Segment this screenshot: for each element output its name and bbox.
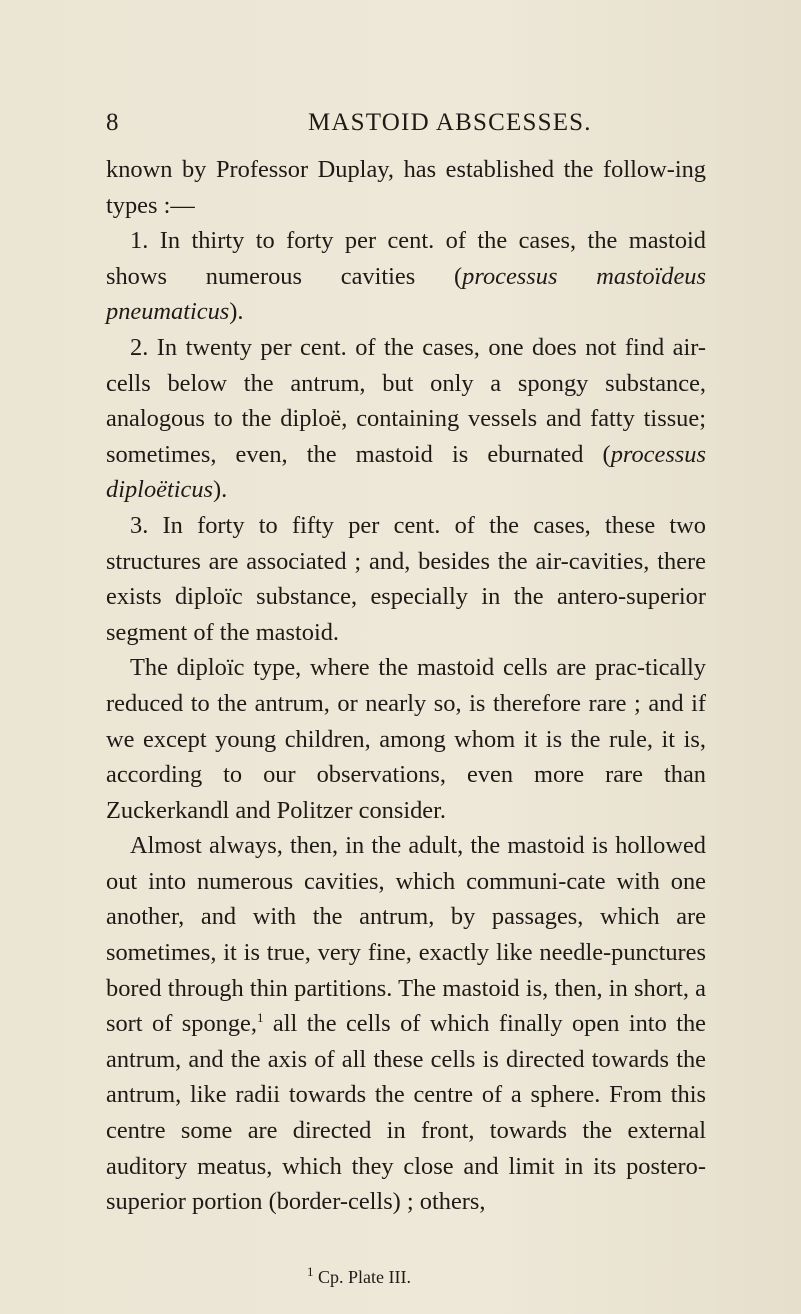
paragraph-text: ). — [229, 298, 244, 326]
latin-term: processus mastoïdeus pneumaticus — [106, 262, 706, 326]
running-head — [106, 103, 706, 143]
footnote-text: Cp. Plate III. — [313, 1267, 411, 1287]
footnote-marker: 1 — [307, 1264, 314, 1279]
paragraph-adult-mastoid — [106, 828, 706, 1220]
paragraph-type-2 — [106, 330, 706, 508]
paragraph-text: 3. In forty to fifty per cent. of the cases, these two structures are associated ; and, besides the air-cavities, there exists diploïc substance, especially in the antero-superior segment of the mastoid. — [106, 511, 706, 646]
footnote — [307, 1264, 411, 1290]
paragraph-text: 1. In thirty to forty per cent. of the cases, the mastoid shows numerous cavities ( — [106, 227, 706, 290]
paragraph-text: 2. In twenty per cent. of the cases, one does not find air-cells below the antrum, but only a spongy substance, analogous to the diploë, containing vessels and fatty tissue; sometimes, even, the mastoid is eburnated ( — [106, 333, 706, 468]
footnote-reference: 1 — [256, 1010, 264, 1026]
page-number: 8 — [106, 109, 119, 136]
paragraph-text: ). — [213, 476, 228, 504]
paragraph-diploic-type — [106, 650, 706, 828]
paragraph-continuation — [106, 152, 706, 223]
paragraph-text: The diploïc type, where the mastoid cells are prac-tically reduced to the antrum, or nearly so, is therefore rare ; and if we except young children, among whom it is the rule, it is, according to our observations, even more rare than Zuckerkandl and Politzer consider. — [106, 654, 706, 824]
paragraph-text: known by Professor Duplay, has established the follow-ing types :— — [106, 156, 706, 219]
paragraph-text: all the cells of which finally open into the antrum, and the axis of all these cells is directed towards the antrum, like radii towards the centre of a sphere. From this centre some are directed in front, towards the external auditory meatus, which they close and limit in its postero-superior portion (border-cells) ; others, — [106, 1010, 706, 1216]
paragraph-text: Almost always, then, in the adult, the mastoid is hollowed out into numerous cavities, which communi-cate with one another, and with the antrum, by passages, which are sometimes, it is true, very fine, exactly like needle-punctures bored through thin partitions. The mastoid is, then, in short, a sort of sponge, — [106, 832, 706, 1038]
body-text — [106, 152, 706, 1220]
paragraph-type-1 — [106, 223, 706, 330]
paragraph-type-3 — [106, 508, 706, 650]
latin-term: processus diploëticus — [106, 440, 706, 504]
running-title: MASTOID ABSCESSES. — [308, 109, 592, 136]
